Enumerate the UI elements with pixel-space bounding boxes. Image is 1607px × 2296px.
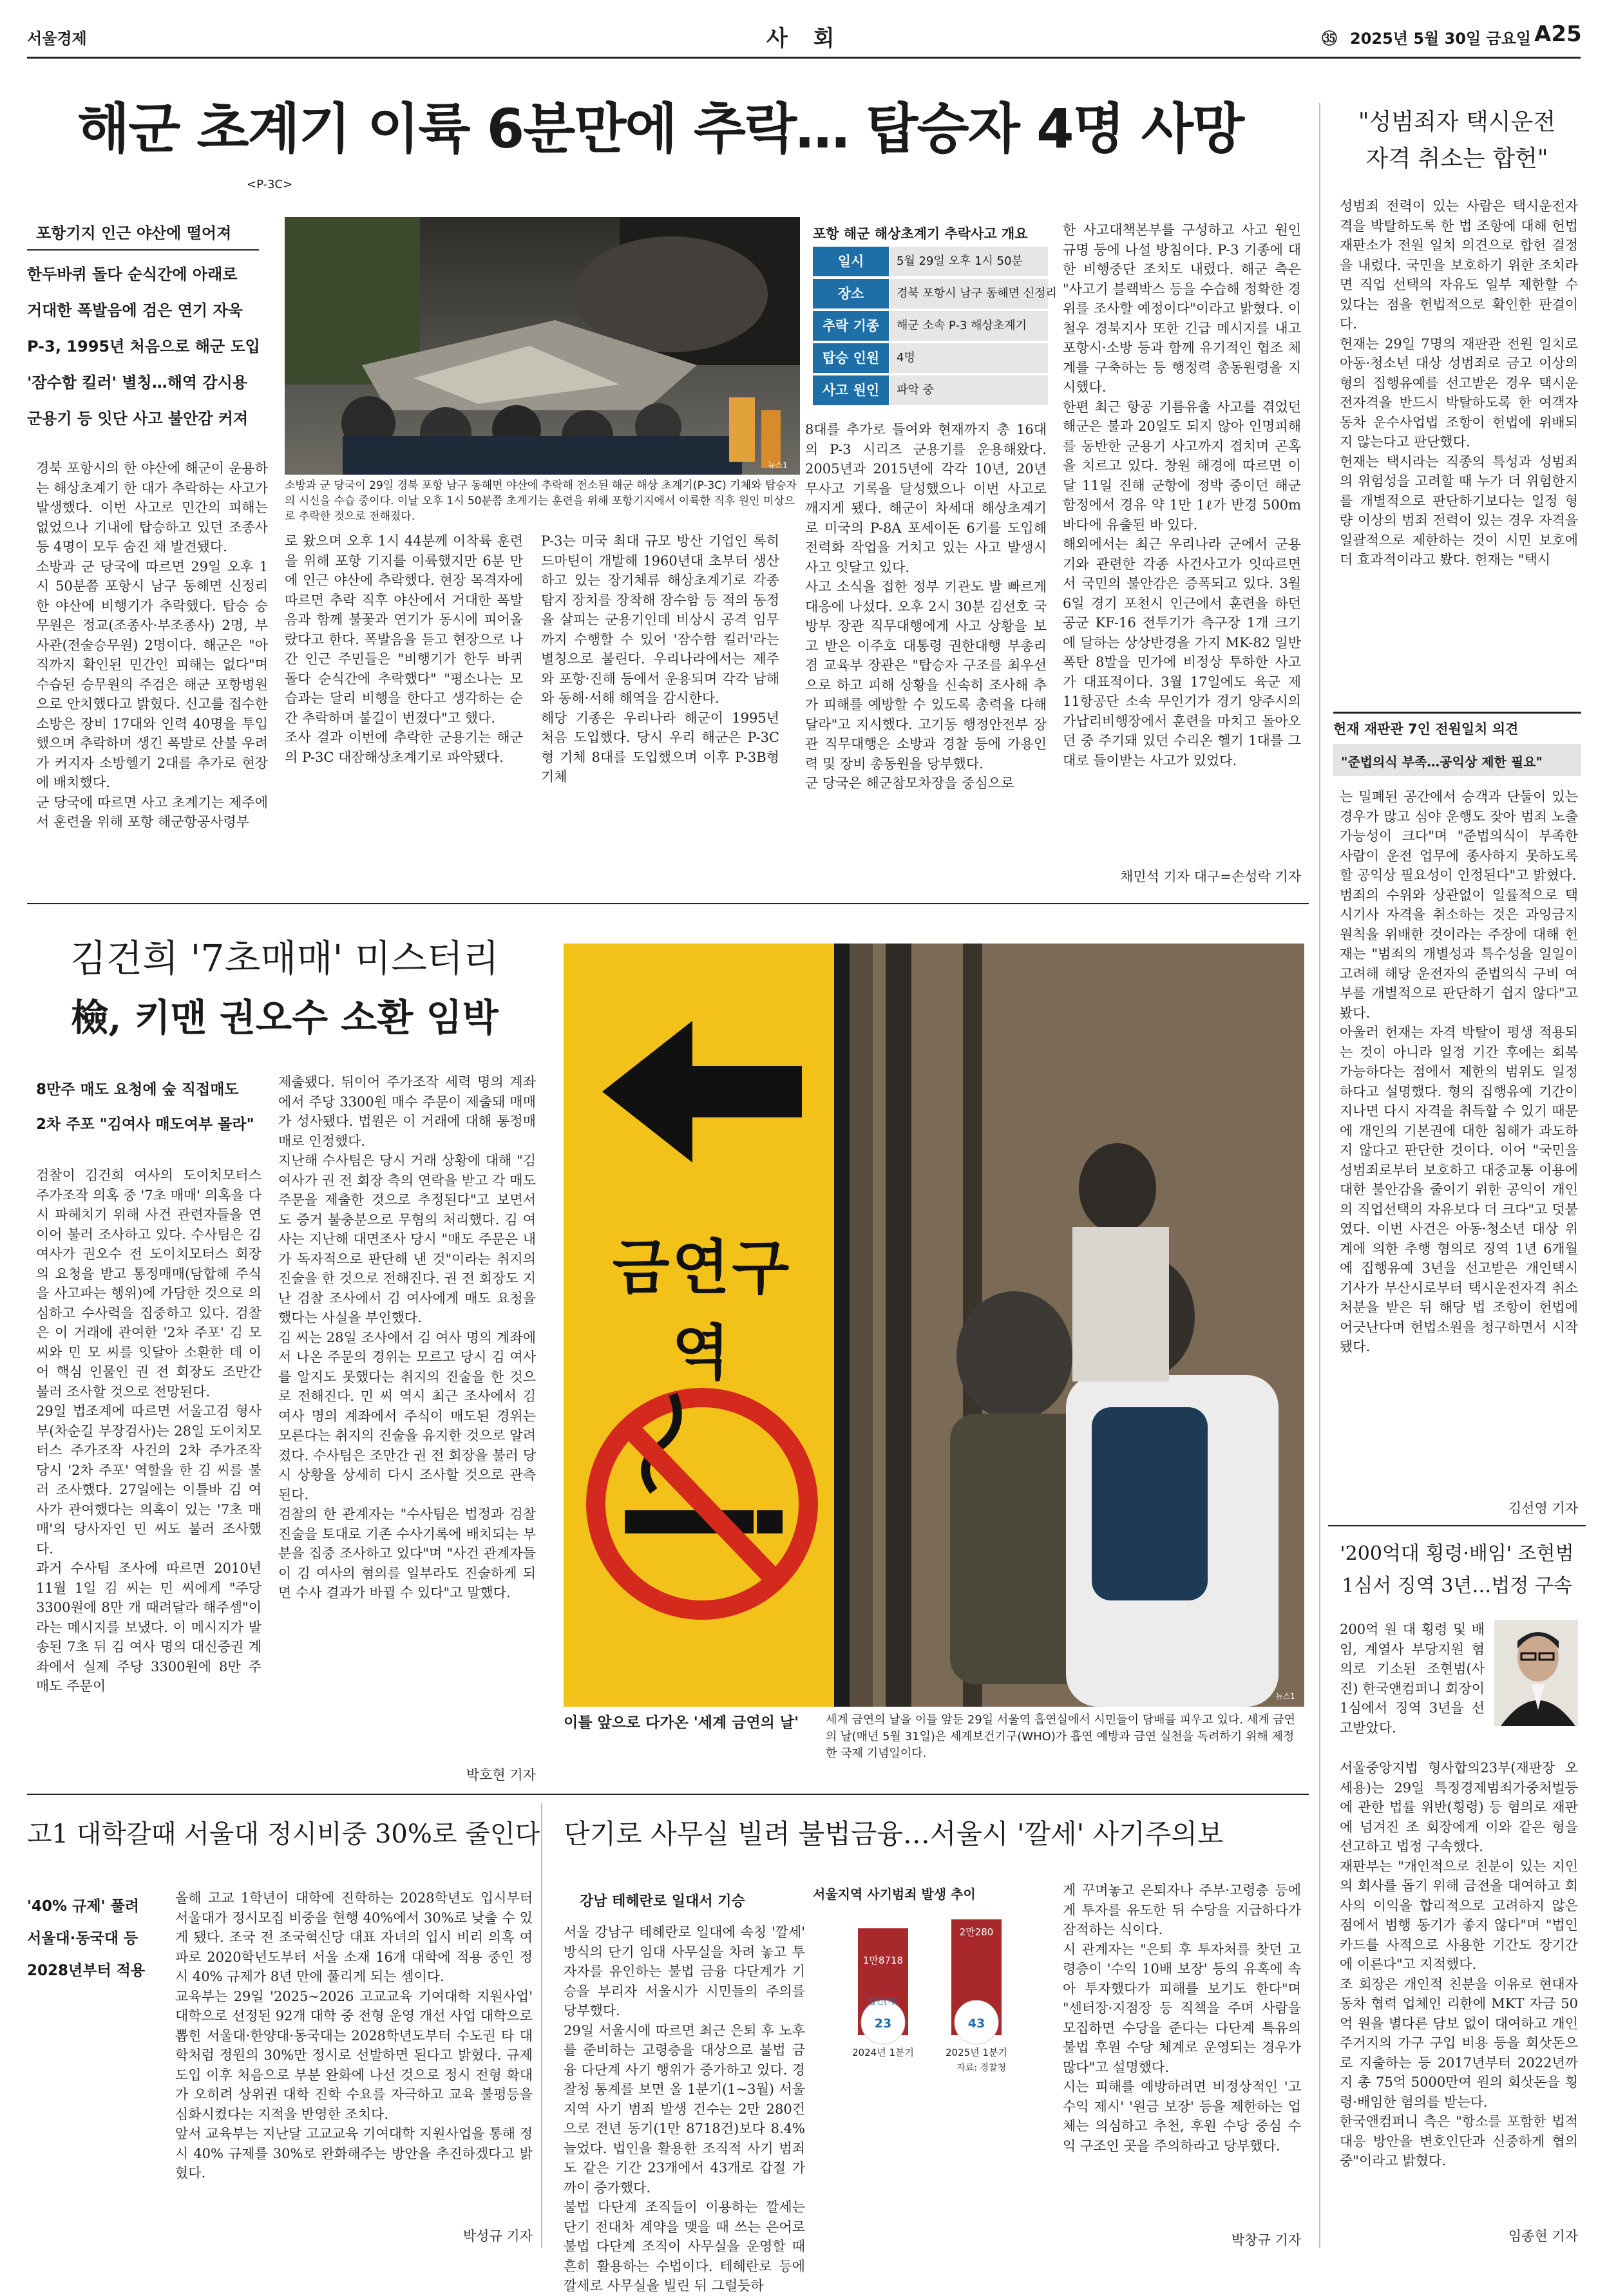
issue-date: 2025년 5월 30일 금요일 (1350, 30, 1532, 48)
info-key: 탑승 인원 (813, 343, 889, 373)
photo-credit: 뉴스1 (768, 460, 788, 470)
article1-subheads (27, 256, 285, 437)
chart-bar-label: 1만8718 (862, 1955, 904, 1967)
photo2-caption-title: 이틀 앞으로 다가온 '세계 금연의 날' (564, 1714, 799, 1731)
article1-col1: 경북 포항시의 한 야산에 해군이 운용하는 해상초계기 한 대가 추락하는 사고가 발생했다. 이번 사고로 민간의 피해는 없었으나 기내에 탑승하고 있던 조종사 등 4명이 모두 숨진 채 발견됐다. 소방과 군 당국에 따르면 29일 오후 1시 50분쯤 포항시 남구 동해면 신정리 한 야산에 비행기가 추락했다. 탑승 승무원은 정교(조종사·부조종사) 2명, 부사관(전술승무원) 2명이다. 해군은 "아직까지 확인된 민간인 피해는 없다"며 수습된 승무원의 주검은 해군 포항병원으로 안치했다고 밝혔다. 신고를 접수한 소방은 장비 17대와 인력 40명을 투입했으며 추락하며 생긴 폭발로 산불 우려가 커지자 소방헬기 2대를 추가로 현장에 배치했다. 군 당국에 따르면 사고 초계기는 제주에서 훈련을 위해 포항 해군항공사령부 (36, 460, 268, 830)
publication-name: 서울경제 (27, 30, 87, 48)
issue-mark: ㉟ (1322, 30, 1337, 48)
side2-byline: 임종현 기자 (1508, 2228, 1578, 2244)
article3-body: 올해 고교 1학년이 대학에 진학하는 2028학년도 입시부터 서울대가 정시모집 비중을 현행 40%에서 30%로 낮출 수 있게 됐다. 조국 전 조국혁신당 대표 자녀의 입시 비리 의혹 여파로 2020학년도부터 서울 소재 16개 대학에 적용 중인 정시 40% 규제가 8년 만에 풀리게 되는 셈이다. 교육부는 29일 '2025~2026 고교교육 기여대학 지원사업' 대학으로 선정된 92개 대학 중 전형 운영 개선 사업 대학으로 뽑힌 서울대·한양대·동국대는 2028학년도부터 수도권 타 대학처럼 정원의 30%만 정시로 선발하면 된다고 밝혔다. 규제 도입 이후 처음으로 부분 완화에 나선 것으로 정시 전형 확대가 오히려 상위권 대학 진학 수요를 자극하고 교육 불평등을 심화시켰다는 지적을 반영한 조치다. 앞서 교육부는 지난달 고교교육 기여대학 지원사업을 통해 정시 40% 규제를 30%로 완화해주는 방안을 추진하겠다고 밝혔다. (175, 1890, 533, 2181)
info-row (813, 343, 1048, 374)
article2-col2: 제출됐다. 뒤이어 주가조작 세력 명의 계좌에서 주당 3300원 매수 주문이 제출돼 매매가 성사됐다. 법원은 이 거래에 대해 통정매매로 인정했다. 지난해 수사팀은 당시 거래 상황에 대해 "김 여사가 권 전 회장 측의 연락을 받고 각 매도 주문을 제출한 것으로 추정된다"고 보면서도 증거 불충분으로 무혐의 처리했다. 김 여사는 지난해 대면조사 당시 "매도 주문은 내가 독자적으로 판단해 낸 것"이라는 취지의 진술을 한 것으로 전해진다. 권 전 회장도 지난 검찰 조사에서 김 여사에게 매도 요청을 했다는 사실을 부인했다. 김 씨는 28일 조사에서 김 여사 명의 계좌에서 나온 주문의 경위는 모르고 당시 김 여사를 알지도 못했다는 취지의 진술을 한 것으로 전해진다. 민 씨 역시 최근 조사에서 김 여사 명의 계좌에서 주식이 매도된 경위는 모른다는 취지의 진술을 유지한 것으로 알려졌다. 수사팀은 조만간 권 전 회장을 불러 당시 상황을 상세히 다시 조사할 것으로 관측된다. 검찰의 한 관계자는 "수사팀은 법정과 검찰 진술을 토대로 기존 수사기록에 배치되는 부분을 집중 조사하고 있다"며 "사건 관계자들이 김 여사의 혐의를 일부라도 진술하게 되면 수사 결과가 바뀔 수 있다"고 말했다. (278, 1074, 536, 1600)
side1-body-top: 성범죄 전력이 있는 사람은 택시운전자격을 박탈하도록 한 법 조항에 대해 헌법재판소가 전원 일치 의견으로 합헌 결정을 내렸다. 국민을 보호하기 위한 조치라면 직업 선택의 자유도 일부 제한할 수 있다는 점을 헌법적으로 확인한 판결이다. 헌재는 29일 7명의 재판관 전원 일치로 아동·청소년 대상 성범죄로 금고 이상의 형의 집행유예를 선고받은 경우 택시운전자격을 반드시 박탈하도록 한 여객자동차 운수사업법 조항이 헌법에 위배되지 않는다고 판단했다. 헌재는 택시라는 직종의 특성과 성범죄의 위험성을 고려할 때 누가 더 위험한지를 개별적으로 판단하기보다는 일정 형량 이상의 범죄 전력이 있는 경우 자격을 일괄적으로 제한하는 것이 시민 보호에 더 효과적이라고 봤다. 헌재는 "택시 (1340, 198, 1578, 567)
side2-body-top: 200억 원 대 횡령 및 배임, 계열사 부당지원 혐의로 기소된 조현범(사진) 한국앤컴퍼니 회장이 1심에서 징역 3년을 선고받았다. (1340, 1622, 1485, 1736)
info-value: 파악 중 (890, 375, 1048, 405)
section-name: 사 회 (766, 26, 844, 52)
info-key: 추락 기종 (813, 311, 889, 341)
subhead: 한두바퀴 돌다 순식간에 아래로 (27, 265, 238, 283)
article4-byline: 박창규 기자 (1231, 2232, 1301, 2248)
header-rule (27, 57, 1581, 59)
side2-title-line1: '200억대 횡령·배임' 조현범 (1340, 1542, 1574, 1565)
subhead: '40% 규제' 풀려 (27, 1898, 140, 1915)
person-photo (1494, 1620, 1578, 1726)
info-key: 일시 (813, 247, 889, 276)
chart-category-label: 2024년 1분기 (852, 2047, 914, 2058)
info-key: 사고 원인 (813, 375, 889, 405)
kicker-rule (27, 249, 259, 251)
photo-tag: <P-3C> (247, 178, 293, 191)
side1-box-quote-bg (1333, 744, 1581, 776)
person-photo-image (1494, 1620, 1578, 1726)
article2-subhead: 2차 주포 "김여사 매도여부 몰라" (36, 1116, 254, 1133)
side2-body-bottom: 서울중앙지법 형사합의23부(재판장 오세용)는 29일 특정경제범죄가중처벌등에 관한 법률 위반(횡령) 등 혐의로 재판에 넘겨진 조 회장에게 이와 같은 형을 선고하고 법정 구속했다. 재판부는 "개인적으로 친분이 있는 지인의 회사를 돕기 위해 금전을 대여하고 회사의 이익을 합리적으로 고려하지 않은 점에서 범행 동기가 좋지 않다"며 "법인카드를 사적으로 사용한 기간도 장기간에 이른다"고 지적했다. 조 회장은 개인적 친분을 이유로 현대자동차 협력 업체인 리한에 MKT 자금 50억 원을 별다른 담보 없이 대여하고 개인 주거지의 가구 구입 비용 등을 회삿돈으로 지출하는 등 2017년부터 2022년까지 총 75억 5000만여 원의 회삿돈을 횡령·배임한 혐의를 받는다. 한국앤컴퍼니 측은 "항소를 포함한 법적 대응 방안을 변호인단과 신중하게 협의 중"이라고 밝혔다. (1340, 1760, 1578, 2168)
info-value: 경북 포항시 남구 동해면 신정리 (890, 279, 1048, 308)
article4-kicker: 강남 테헤란로 일대서 기승 (580, 1893, 745, 1910)
crime-chart (813, 1884, 1051, 2077)
bottom-divider (541, 1803, 542, 2248)
article4-col1: 서울 강남구 테헤란로 일대에 속칭 '깔세' 방식의 단기 임대 사무실을 차려 놓고 투자자를 유인하는 불법 금융 다단계가 기승을 부리자 서울시가 시민들의 주의를 당부했다. 29일 서울시에 따르면 최근 은퇴 후 노후를 준비하는 고령층을 대상으로 불법 금융 다단계 사기 행위가 증가하고 있다. 경찰청 통계를 보면 올 1분기(1~3월) 서울 지역 사기 범죄 발생 건수는 2만 280건으로 전년 동기(1만 8718건)보다 8.4% 늘었다. 법인을 활용한 조직적 사기 범죄도 같은 기간 23개에서 43개로 갑절 가까이 증가했다. 불법 다단계 조직들이 이용하는 깔세는 단기 전대차 계약을 맺을 때 쓰는 은어로 불법 다단계 조직이 사무실을 운영할 때 흔히 활용하는 수법이다. 테헤란로 등에 깔세로 사무실을 빌린 뒤 그럴듯하 (564, 1924, 805, 2293)
chart-unit-label: 발생건수(건) (858, 1915, 909, 1925)
crash-photo-caption: 소방과 군 당국이 29일 경북 포항 남구 동해면 야산에 추락해 전소된 해군 해상 초계기(P-3C) 기체와 탑승자의 시신을 수습 중이다. 이날 오후 1시 50분쯤 초계기는 훈련을 위해 포항기지에서 이륙한 직후 원인 미상으로 추락한 것으로 전해졌다. (285, 479, 797, 523)
article1-kicker: 포항기지 인근 야산에 떨어져 (36, 224, 232, 242)
subhead: 군용기 등 잇단 사고 불안감 커져 (27, 410, 249, 428)
side2-title-line2: 1심서 징역 3년…법정 구속 (1342, 1575, 1572, 1597)
chart-corp-label: 법인(개) (868, 1997, 899, 2007)
no-smoking-sign-text: 금연구역 (612, 1233, 792, 1387)
no-smoking-photo (564, 944, 1304, 1707)
article1-title: 해군 초계기 이륙 6분만에 추락… 탑승자 4명 사망 (77, 97, 1244, 160)
info-row (813, 375, 1048, 406)
chart-corp-value: 43 (967, 2016, 985, 2031)
article2-byline: 박호현 기자 (466, 1767, 536, 1783)
sidebar-rule (1328, 1525, 1586, 1526)
info-value: 5월 29일 오후 1시 50분 (890, 247, 1048, 276)
chart-title: 서울지역 사기범죄 발생 추이 (813, 1886, 976, 1902)
side1-box-quote: "준법의식 부족…공익상 제한 필요" (1341, 754, 1543, 770)
chart-plot (813, 1903, 1051, 2077)
sidebar-divider (1319, 103, 1320, 2248)
photo-credit: 뉴스1 (1275, 1692, 1295, 1701)
article1-col2: 로 왔으며 오후 1시 44분께 이착륙 훈련을 위해 포항 기지를 이륙했지만 6분 만에 인근 야산에 추락했다. 현장 목격자에 따르면 추락 직후 야산에서 거대한 폭발음과 함께 불꽃과 연기가 동시에 피어올랐다고 한다. 폭발음을 듣고 현장으로 나간 인근 주민들은 "비행기가 한두 바퀴 돌다 순식간에 추락했다" "평소나는 모습과는 달리 비행을 한다고 생각하는 순간 추락하며 불길이 번졌다"고 했다. 조사 결과 이번에 추락한 군용기는 해군의 P-3C 대잠해상초계기로 파악됐다. (285, 533, 523, 765)
article2-title-line1: 김건희 '7초매매' 미스터리 (70, 936, 499, 980)
article4-col3: 게 꾸며놓고 은퇴자나 주부·고령층 등에게 투자를 유도한 뒤 수당을 지급하다가 잠적하는 식이다. 시 관계자는 "은퇴 후 투자처를 찾던 고령층이 '수익 10배 보장' 등의 유혹에 속아 투자했다가 피해를 보기도 한다"며 "센터장·지점장 등 직책을 주며 사람을 모집하면 수당을 준다는 다단계 특유의 불법 후원 수당 체계로 운영되는 경우가 많다"고 설명했다. 시는 피해를 예방하려면 비정상적인 '고수익 제시' '원금 보장' 등을 제한하는 업체는 의심하고 추천, 후원 수당 중심 수익 구조인 곳을 주의하라고 당부했다. (1063, 1883, 1301, 2154)
info-value: 4명 (890, 343, 1048, 373)
info-row (813, 247, 1048, 278)
side1-byline: 김선영 기자 (1508, 1501, 1578, 1516)
article2-col1: 검찰이 김건희 여사의 도이치모터스 주가조작 의혹 중 '7초 매매' 의혹을 다시 파헤치기 위해 사건 관련자들을 연이어 불러 조사하고 있다. 수사팀은 김 여사가 권오수 전 도이치모터스 회장의 요청을 받고 통정매매(담합해 주식을 사고파는 행위)에 가담한 것으로 의심하고 수사력을 집중하고 있다. 검찰은 이 거래에 관여한 '2차 주포' 김 모 씨와 민 모 씨를 잇달아 소환한 데 이어 핵심 인물인 권 전 회장도 조만간 불러 조사할 것으로 전망된다. 29일 법조계에 따르면 서울고검 형사부(차순길 부장검사)는 28일 도이치모터스 주가조작 사건의 2차 주가조작 당시 '2차 주포' 역할을 한 김 씨를 불러 조사했다. 27일에는 이틀바 김 여사가 관여했다는 의혹이 있는 '7초 매매'의 당사자인 민 씨도 불러 조사했다. 과거 수사팀 조사에 따르면 2010년 11월 1일 김 씨는 민 씨에게 "주당 3300원에 8만 개 때려달라 해주셈"이라는 메시지를 보냈다. 이 메시지가 발송된 7초 뒤 김 여사 명의 대신증권 계좌에서 실제 주당 3300원에 8만 주 매도 주문이 (36, 1168, 261, 1694)
page-number: A25 (1534, 21, 1582, 47)
chart-category-label: 2025년 1분기 (946, 2047, 1007, 2058)
article1-col4: 8대를 추가로 들여와 현재까지 총 16대의 P-3 시리즈 군용기를 운용해왔다. 2005년과 2015년에 각각 10년, 20년 무사고 기록을 달성했으나 이번 사고로 깨지게 됐다. 해군이 차세대 해상초계기로 미국의 P-8A 포세이돈 6기를 도입해 전력화 작업을 거치고 있는 사고 발생시 사고 잇달고 있다. 사고 소식을 접한 정부 기관도 발 빠르게 대응에 나섰다. 오후 2시 30분 김선호 국방부 장관 직무대행에게 사고 상황을 보고 받은 이주호 대통령 권한대행 부총리 겸 교육부 장관은 "탑승자 구조를 최우선으로 하고 피해 상황을 신속히 조사해 추가 피해를 예방할 수 있도록 총력을 다해달라"고 지시했다. 고기동 행정안전부 장관 직무대행은 소방과 경찰 등에 가용인력 및 장비 총동원을 당부했다. 군 당국은 해군참모차장을 중심으로 (805, 422, 1047, 791)
article3-title: 고1 대학갈때 서울대 정시비중 30%로 줄인다 (27, 1819, 540, 1849)
subhead: 거대한 폭발음에 검은 연기 자욱 (27, 301, 243, 319)
section-rule-2 (27, 1794, 1309, 1795)
chart-source: 자료: 경찰청 (956, 2063, 1006, 2073)
info-row (813, 311, 1048, 342)
subhead: '잠수함 킬러' 별칭…해역 감시용 (27, 374, 247, 392)
chart-bar-label: 2만280 (959, 1926, 994, 1939)
side1-title-line1: "성범죄자 택시운전 (1358, 109, 1556, 135)
article4-col2-cont (813, 2079, 1054, 2246)
info-row (813, 279, 1057, 310)
photo2-caption: 세계 금연의 날을 이틀 앞둔 29일 서울역 흡연실에서 시민들이 담배를 피우고 있다. 세계 금연의 날(매년 5월 31일)은 세계보건기구(WHO)가 흡연 예방과 금연 실천을 독려하기 위해 제정한 국제 기념일이다. (826, 1713, 1295, 1760)
info-table-title: 포항 해군 해상초계기 추락사고 개요 (813, 226, 1028, 242)
article3-byline: 박성규 기자 (462, 2228, 533, 2244)
side1-box-top (1333, 712, 1581, 747)
side1-body-bottom: 는 밀폐된 공간에서 승객과 단둘이 있는 경우가 많고 심야 운행도 잦아 범죄 노출 가능성이 크다"며 "준법의식이 부족한 사람이 운전 업무에 종사하지 못하도록 할 공익상 필요성이 인정된다"고 밝혔다. 범죄의 수위와 상관없이 일률적으로 택시기사 자격을 취소하는 것은 과잉금지원칙을 위배한 것이라는 주장에 대해 헌재는 "범죄의 개별성과 특수성을 일일이 고려해 해당 운전자의 준법의식 구비 여부를 개별적으로 판단하기 쉽지 않다"고 봤다. 아울러 헌재는 자격 박탈이 평생 적용되는 것이 아니라 일정 기간 후에는 회복 가능하다는 점에서 제한의 범위도 일정하다고 설명했다. 형의 집행유예 기간이 지나면 다시 자격을 취득할 수 있기 때문에 개인의 기본권에 대한 침해가 과도하지 않다고 판단한 것이다. 이어 "국민을 성범죄로부터 보호하고 대중교통 이용에 대한 불안감을 줄이기 위한 공익이 개인의 직업선택의 자유보다 더 크다"고 덧붙였다. 이번 사건은 아동·청소년 대상 위계에 의한 추행 혐의로 징역 1년 6개월에 집행유예 3년을 선고받은 개인택시 기사가 부산시로부터 택시운전자격 취소 처분을 받은 뒤 해당 법 조항이 헌법에 어긋난다며 헌법소원을 청구하면서 시작됐다. (1340, 789, 1578, 1354)
side1-box-title: 헌재 재판관 7인 전원일치 의견 (1333, 721, 1519, 737)
article2-subhead: 8만주 매도 요청에 숲 직접매도 (36, 1081, 239, 1098)
article1-col3: P-3는 미국 최대 규모 방산 기업인 록히드마틴이 개발해 1960년대 초부터 생산하고 있는 장기체류 해상초계기로 각종 탐지 장치를 장착해 잠수함 등 적의 동정을 살피는 군용기인데 비상시 공격 임무까지 수행할 수 있어 '잠수함 킬러'라는 별칭으로 불린다. 우리나라에서는 제주와 포항·진해 등에서 운용되며 각각 남해와 동해·서해 해역을 감시한다. 해당 기종은 우리나라 해군이 1995년 처음 도입했다. 당시 우리 해군은 P-3C형 기체 8대를 도입했으며 이후 P-3B형 기체 (541, 533, 779, 784)
article2-title-line2: 檢, 키맨 권오수 소환 임박 (71, 996, 499, 1039)
subhead: P-3, 1995년 처음으로 해군 도입 (27, 337, 260, 356)
side1-title-line2: 자격 취소는 합헌" (1365, 146, 1548, 172)
info-key: 장소 (813, 279, 889, 308)
article4-title: 단기로 사무실 빌려 불법금융…서울시 '깔세' 사기주의보 (564, 1818, 1224, 1850)
info-value: 해군 소속 P-3 해상초계기 (890, 311, 1048, 341)
crash-photo (285, 217, 800, 475)
article1-byline: 채민석 기자 대구=손성락 기자 (1119, 869, 1301, 884)
subhead: 2028년부터 적용 (27, 1962, 146, 1979)
subhead: 서울대·동국대 등 (27, 1930, 138, 1947)
section-rule-1 (27, 903, 1309, 904)
chart-corp-value: 23 (874, 2016, 892, 2031)
crash-photo-image (285, 217, 800, 475)
article3-subheads (27, 1890, 162, 1987)
article1-col5: 한 사고대책본부를 구성하고 사고 원인 규명 등에 나설 방침이다. P-3 기종에 대한 비행중단 조치도 내렸다. 해군 측은 "사고기 블랙박스 등을 수습해 정확한 경위를 조사할 예정이다"이라고 밝혔다. 이철우 경북지사 또한 긴급 메시지를 내고 포항시·소방 등과 함께 유기적인 협조 체계를 구축하는 등 행정력 총동원령을 지시했다. 한편 최근 항공 기름유출 사고를 겪었던 해군은 불과 20일도 되지 않아 인명피해를 동반한 군용기 사고까지 겹치며 곤혹을 치르고 있다. 창원 해경에 따르면 이달 11일 진해 군항에 정박 중이던 해군 함정에서 경유 약 1만 1ℓ가 반경 500m 바다에 유출된 바 있다. 해외에서는 최근 우리나라 군에서 군용기와 관련한 각종 사건사고가 잇따르면서 국민의 불안감은 증폭되고 있다. 3월 6일 경기 포천시 인근에서 훈련을 하던 공군 KF-16 전투기가 측구장 1개 크기에 달하는 상상반경을 가지 MK-82 일반폭탄 8발을 민가에 비정상 투하한 사고가 대표적이다. 3월 17일에도 육군 제11항공단 소속 무인기가 경기 양주시의 가납리비행장에서 훈련을 마치고 돌아오던 중 주기돼 있던 수리온 헬기 1대를 그대로 들이받는 사고가 있었다. (1063, 222, 1301, 768)
